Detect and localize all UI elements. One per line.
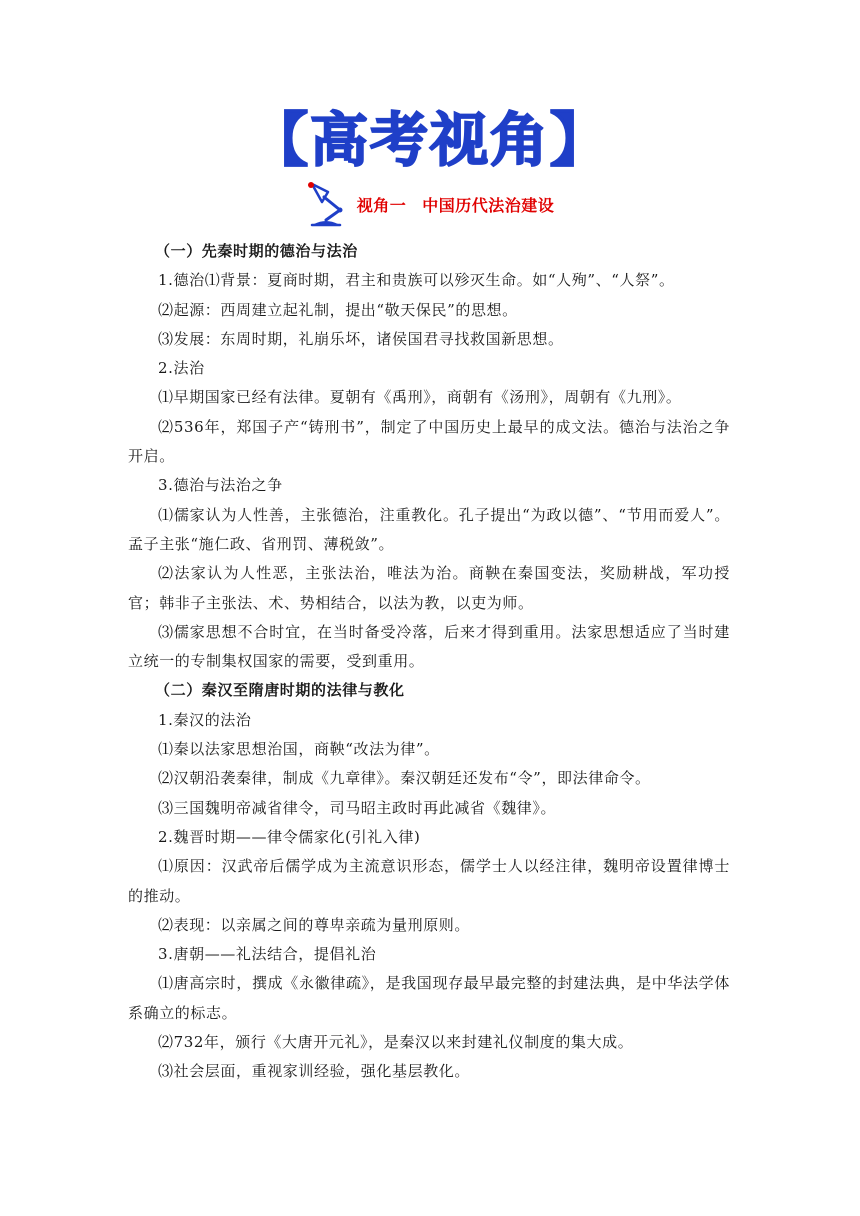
body-paragraph: ⑶三国魏明帝减省律令，司马昭主政时再此减省《魏律》。 bbox=[158, 798, 557, 817]
body-paragraph: ⑵536年，郑国子产“铸刑书”，制定了中国历史上最早的成文法。德治与法治之争开启。 bbox=[128, 417, 730, 466]
section-subheading: （二）秦汉至隋唐时期的法律与教化 bbox=[155, 681, 405, 700]
body-paragraph: 3.德治与法治之争 bbox=[158, 476, 283, 495]
body-paragraph: ⑵汉朝沿袭秦律，制成《九章律》。秦汉朝廷还发布“令”，即法律命令。 bbox=[158, 769, 651, 788]
section-prefix: 视角一 bbox=[356, 195, 407, 215]
body-paragraph: ⑶儒家思想不合时宜，在当时备受冷落，后来才得到重用。法家思想适应了当时建立统一的专制集权国家的需要，受到重用。 bbox=[128, 622, 730, 671]
body-paragraph: ⑵732年，颁行《大唐开元礼》，是秦汉以来封建礼仪制度的集大成。 bbox=[158, 1033, 634, 1052]
body-paragraph: ⑶社会层面，重视家训经验，强化基层教化。 bbox=[158, 1062, 471, 1081]
body-paragraph: 3.唐朝——礼法结合，提倡礼治 bbox=[158, 945, 377, 964]
section-name: 中国历代法治建设 bbox=[422, 195, 555, 215]
banner bbox=[0, 104, 860, 176]
body-paragraph: 2.法治 bbox=[158, 359, 205, 378]
body-paragraph: 1.德治⑴背景：夏商时期，君主和贵族可以殄灭生命。如“人殉”、“人祭”。 bbox=[158, 271, 675, 290]
body-paragraph: ⑴早期国家已经有法律。夏朝有《禹刑》，商朝有《汤刑》，周朝有《九刑》。 bbox=[158, 388, 682, 407]
body-content bbox=[128, 237, 730, 1087]
body-paragraph: ⑴秦以法家思想治国，商鞅“改法为律”。 bbox=[158, 740, 440, 759]
body-paragraph: ⑴唐高宗时，撰成《永徽律疏》，是我国现存最早最完整的封建法典，是中华法学体系确立的标志。 bbox=[128, 974, 730, 1022]
body-paragraph: ⑴原因：汉武帝后儒学成为主流意识形态，儒学士人以经注律，魏明帝设置律博士的推动。 bbox=[128, 857, 730, 905]
body-paragraph: 1.秦汉的法治 bbox=[158, 710, 252, 729]
body-paragraph: ⑴儒家认为人性善，主张德治，注重教化。孔子提出“为政以德”、“节用而爱人”。孟子主张“施仁政、省刑罚、薄税敛”。 bbox=[128, 505, 730, 553]
body-paragraph: ⑵表现：以亲属之间的尊卑亲疏为量刑原则。 bbox=[158, 915, 471, 934]
section-subheading: （一）先秦时期的德治与法治 bbox=[155, 242, 358, 260]
body-paragraph: 2.魏晋时期——律令儒家化(引礼入律) bbox=[158, 827, 421, 846]
body-paragraph: ⑵法家认为人性恶，主张法治，唯法为治。商鞅在秦国变法，奖励耕战，军功授官；韩非子主张法、术、势相结合，以法为教，以吏为师。 bbox=[128, 564, 730, 612]
body-paragraph: ⑶发展：东周时期，礼崩乐坏，诸侯国君寻找救国新思想。 bbox=[158, 329, 564, 348]
banner-title: 【高考视角】 bbox=[249, 106, 610, 174]
section-heading bbox=[0, 180, 860, 230]
section-title bbox=[357, 193, 555, 216]
body-paragraph: ⑵起源：西周建立起礼制，提出“敬天保民”的思想。 bbox=[158, 300, 518, 319]
desk-lamp-icon bbox=[306, 180, 350, 228]
